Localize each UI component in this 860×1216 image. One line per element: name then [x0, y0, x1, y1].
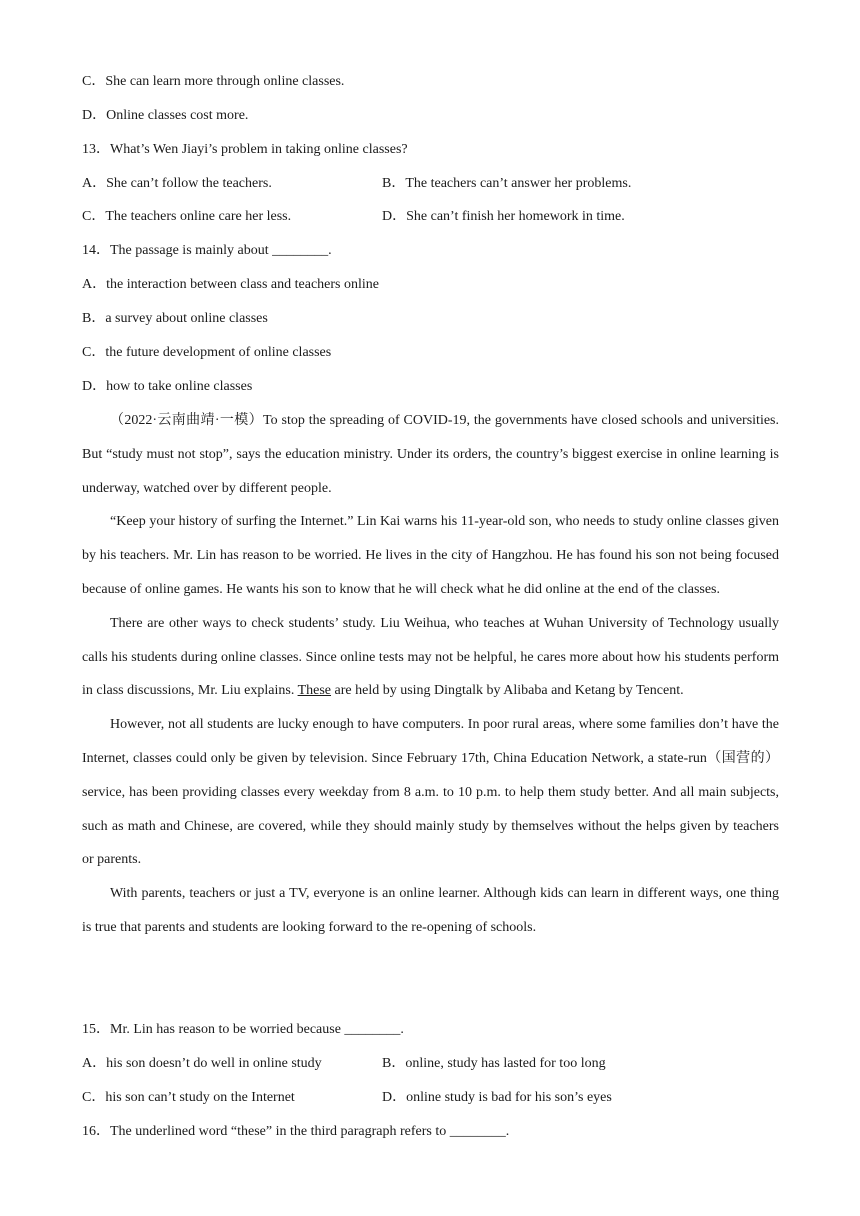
- passage-paragraph-1: （2022·云南曲靖·一模）To stop the spreading of COVID-19, the governments have closed schools and universities. But “study must not stop”, says the education ministry. Under its orders, the country’s biggest exercise in online learning is underway, watched over by different people.: [82, 413, 779, 496]
- q14-option-d: D．how to take online classes: [82, 379, 253, 394]
- q14-question: 14．The passage is mainly about ________.: [82, 243, 332, 258]
- paragraph-3-text-a: There are other ways to check students’ study. Liu Weihua, who teaches at Wuhan University of Technology usually calls his students during online classes. Since online tests may not be helpful, he cares more about how his students perform in class discussions, Mr. Liu explains.: [82, 615, 779, 699]
- q14-option-a: A．the interaction between class and teachers online: [82, 277, 379, 292]
- q15-option-d: D．online study is bad for his son’s eyes: [382, 1090, 612, 1105]
- q12-option-c: C．She can learn more through online classes.: [82, 74, 345, 89]
- paragraph-3-text-b: are held by using Dingtalk by Alibaba and Ketang by Tencent.: [331, 683, 684, 699]
- passage-paragraph-5: With parents, teachers or just a TV, everyone is an online learner. Although kids can learn in different ways, one thing is true that parents and students are looking forward to the re-opening of schools.: [82, 886, 779, 935]
- passage-paragraph-3: [82, 607, 779, 708]
- q15-option-c: C．his son can’t study on the Internet: [82, 1090, 295, 1105]
- q13-option-a: A．She can’t follow the teachers.: [82, 176, 272, 191]
- q15-option-b: B．online, study has lasted for too long: [382, 1056, 606, 1071]
- passage-paragraph-4: However, not all students are lucky enough to have computers. In poor rural areas, where some families don’t have the Internet, classes could only be given by television. Since February 17th, China Education Network, a state-run（国营的）service, has been providing classes every weekday from 8 a.m. to 10 p.m. to help them study better. And all main subjects, such as math and Chinese, are covered, while they should mainly study by themselves without the helps given by teachers or parents.: [82, 717, 779, 868]
- q13-option-d: D．She can’t finish her homework in time.: [382, 209, 625, 224]
- q14-option-b: B．a survey about online classes: [82, 311, 268, 326]
- q16-question: 16．The underlined word “these” in the third paragraph refers to ________.: [82, 1124, 510, 1139]
- q13-option-b: B．The teachers can’t answer her problems.: [382, 176, 632, 191]
- q12-option-d: D．Online classes cost more.: [82, 108, 249, 123]
- passage-paragraph-2: “Keep your history of surfing the Internet.” Lin Kai warns his 11-year-old son, who needs to study online classes given by his teachers. Mr. Lin has reason to be worried. He lives in the city of Hangzhou. He has found his son not being focused because of online games. He wants his son to know that he will check what he did online at the end of the classes.: [82, 514, 779, 597]
- q13-option-c: C．The teachers online care her less.: [82, 209, 292, 224]
- q15-option-a: A．his son doesn’t do well in online study: [82, 1056, 322, 1071]
- reading-passage: [82, 404, 779, 945]
- underlined-word-these: These: [297, 683, 332, 699]
- q15-question: 15．Mr. Lin has reason to be worried because ________.: [82, 1022, 404, 1037]
- q14-option-c: C．the future development of online classes: [82, 345, 332, 360]
- q13-question: 13．What’s Wen Jiayi’s problem in taking online classes?: [82, 142, 408, 157]
